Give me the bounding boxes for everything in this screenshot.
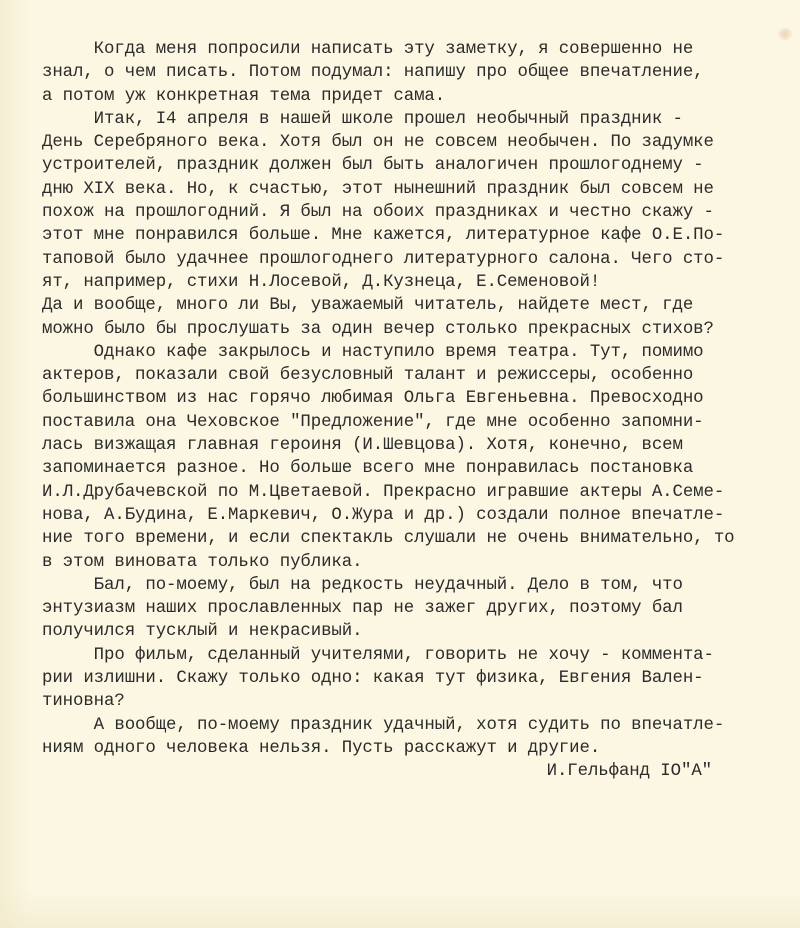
text-line: Однако кафе закрылось и наступило время театра. Тут, помимо: [42, 342, 704, 362]
text-line: похож на прошлогодний. Я был на обоих праздниках и честно скажу -: [42, 203, 714, 223]
signature: И.Гельфанд IO"А": [546, 762, 712, 782]
text-line: лась визжащая главная героиня (И.Шевцова). Хотя, конечно, всем: [42, 436, 683, 456]
text-line: И.Л.Друбачевской по М.Цветаевой. Прекрасно игравшие актеры А.Семе-: [42, 482, 725, 502]
text-line: актеров, показали свой безусловный талант и режиссеры, особенно: [42, 366, 694, 386]
text-line: ят, например, стихи Н.Лосевой, Д.Кузнеца, Е.Семеновой!: [42, 272, 601, 292]
text-line: Про фильм, сделанный учителями, говорить не хочу - коммента-: [42, 645, 714, 665]
text-line: энтузиазм наших прославленных пар не зажег других, поэтому бал: [42, 599, 683, 619]
text-line: Да и вообще, много ли Вы, уважаемый читатель, найдете мест, где: [42, 296, 694, 316]
text-line: ниям одного человека нельзя. Пусть расскажут и другие.: [42, 738, 601, 758]
text-line: большинством из нас горячо любимая Ольга Евгеньевна. Превосходно: [42, 389, 704, 409]
text-line: А вообще, по-моему праздник удачный, хотя судить по впечатле-: [42, 715, 725, 735]
text-line: в этом виновата только публика.: [42, 552, 363, 572]
text-line: устроителей, праздник должен был быть аналогичен прошлогоднему -: [42, 156, 704, 176]
text-line: Итак, I4 апреля в нашей школе прошел необычный праздник -: [42, 109, 683, 129]
text-line: ние того времени, и если спектакль слушали не очень внимательно, то: [42, 529, 735, 549]
article-text: [42, 38, 772, 784]
text-line: Когда меня попросили написать эту заметку, я совершенно не: [42, 40, 694, 59]
text-line: таповой было удачнее прошлогоднего литературного салона. Чего сто-: [42, 249, 725, 269]
text-line: запоминается разное. Но больше всего мне понравилась постановка: [42, 459, 694, 479]
text-line: поставила она Чеховское "Предложение", где мне особенно запомни-: [42, 412, 704, 432]
text-line: дню XIX века. Но, к счастью, этот нынешний праздник был совсем не: [42, 179, 714, 199]
text-line: нова, А.Будина, Е.Маркевич, О.Жура и др.) создали полное впечатле-: [42, 505, 725, 525]
paper-stain: [778, 28, 792, 40]
text-line: знал, о чем писать. Потом подумал: напишу про общее впечатление,: [42, 63, 704, 83]
text-line: а потом уж конкретная тема придет сама.: [42, 86, 446, 106]
text-line: получился тусклый и некрасивый.: [42, 622, 363, 642]
text-line: Бал, по-моему, был на редкость неудачный. Дело в том, что: [42, 575, 683, 595]
text-line: тиновна?: [42, 692, 125, 712]
text-line: этот мне понравился больше. Мне кажется, литературное кафе О.Е.По-: [42, 226, 725, 246]
text-line: рии излишни. Скажу только одно: какая тут физика, Евгения Вален-: [42, 669, 704, 689]
text-line: День Серебряного века. Хотя был он не совсем необычен. По задумке: [42, 133, 714, 153]
text-line: можно было бы прослушать за один вечер столько прекрасных стихов?: [42, 319, 714, 339]
